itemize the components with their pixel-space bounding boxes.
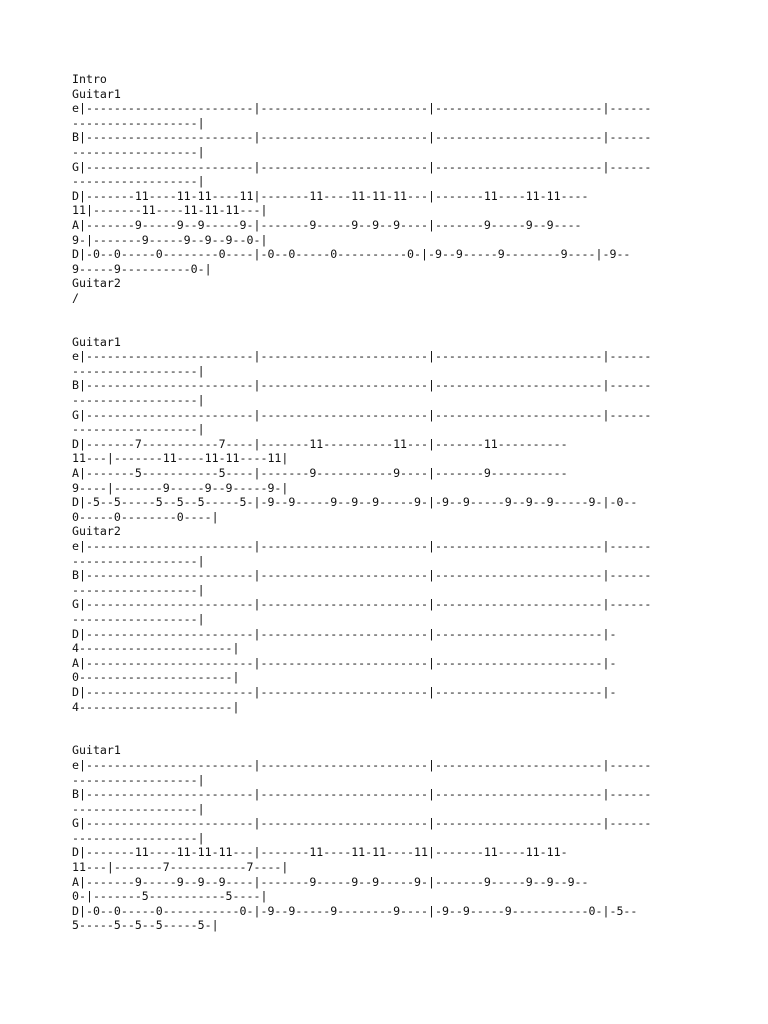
tab-line: 0----------------------|: [72, 670, 240, 685]
blank-line: [72, 306, 712, 321]
tab-line: 0-----0--------0----|: [72, 509, 219, 524]
string-line: D|-5--5-----5--5--5-----5-|-9--9-----9--9--9-----9-|-9--9-----9--9--9-----9-|-0--: [72, 495, 638, 510]
string-line: A|-------9-----9--9--9----|-------9-----9--9-----9-|-------9-----9--9--9--: [72, 874, 589, 889]
string-line: D|-0--0-----0-----------0-|-9--9-----9--------9----|-9--9-----9-----------0-|-5--: [72, 903, 638, 918]
section-heading: Intro: [72, 72, 107, 86]
string-line: D|-0--0-----0--------0----|-0--0-----0----------0-|-9--9-----9--------9----|-9--: [72, 247, 631, 262]
tab-line: ------------------|: [72, 611, 205, 626]
tab-line: ------------------|: [72, 772, 205, 787]
part-label: Guitar2: [72, 524, 121, 539]
tab-line: ------------------|: [72, 363, 205, 378]
tab-line: ------------------|: [72, 115, 205, 130]
tab-line: 11|-------11----11-11-11---|: [72, 203, 268, 218]
string-line: A|-------5-----------5----|-------9-----------9----|-------9-----------: [72, 466, 568, 481]
tab-line: ------------------|: [72, 553, 205, 568]
string-line: D|------------------------|------------------------|------------------------|-: [72, 684, 617, 699]
tab-line: 9-|-------9-----9--9--9--0-|: [72, 232, 268, 247]
string-line: B|------------------------|------------------------|------------------------|------: [72, 378, 652, 393]
blank-line: [72, 320, 712, 335]
tab-line: 0-|-------5-----------5----|: [72, 889, 268, 904]
part-label: Guitar1: [72, 334, 121, 349]
tab-line: ------------------|: [72, 830, 205, 845]
string-line: B|------------------------|------------------------|------------------------|------: [72, 568, 652, 583]
string-line: e|------------------------|------------------------|------------------------|------: [72, 101, 652, 116]
tab-line: 9-----9----------0-|: [72, 261, 212, 276]
blank-line: [72, 729, 712, 744]
string-line: e|------------------------|------------------------|------------------------|------: [72, 349, 652, 364]
string-line: D|-------11----11-11----11|-------11----11-11-11---|-------11----11-11----: [72, 188, 589, 203]
string-line: D|-------11----11-11-11---|-------11----11-11----11|-------11----11-11-: [72, 845, 568, 860]
part-label: Guitar1: [72, 743, 121, 758]
string-line: B|------------------------|------------------------|------------------------|------: [72, 130, 652, 145]
tab-line: ------------------|: [72, 801, 205, 816]
tab-line: ------------------|: [72, 393, 205, 408]
string-line: G|------------------------|------------------------|------------------------|------: [72, 407, 652, 422]
string-line: A|------------------------|------------------------|------------------------|-: [72, 655, 617, 670]
tab-line: 9----|-------9-----9--9-----9-|: [72, 480, 289, 495]
tablature-document: [72, 72, 712, 933]
part-label: Guitar2: [72, 276, 121, 291]
tab-line: 5-----5--5--5-----5-|: [72, 918, 219, 933]
string-line: G|------------------------|------------------------|------------------------|------: [72, 816, 652, 831]
string-line: e|------------------------|------------------------|------------------------|------: [72, 757, 652, 772]
tab-line: ------------------|: [72, 174, 205, 189]
string-line: B|------------------------|------------------------|------------------------|------: [72, 787, 652, 802]
tab-line: 4----------------------|: [72, 641, 240, 656]
tab-line: ------------------|: [72, 582, 205, 597]
blank-line: [72, 714, 712, 729]
tab-line: 11---|-------11----11-11----11|: [72, 451, 289, 466]
tab-line: ------------------|: [72, 422, 205, 437]
string-line: G|------------------------|------------------------|------------------------|------: [72, 597, 652, 612]
tab-line: /: [72, 290, 79, 305]
part-label: Guitar1: [72, 86, 121, 101]
string-line: D|------------------------|------------------------|------------------------|-: [72, 626, 617, 641]
string-line: e|------------------------|------------------------|------------------------|------: [72, 539, 652, 553]
string-line: G|------------------------|------------------------|------------------------|------: [72, 159, 652, 174]
tab-line: 4----------------------|: [72, 699, 240, 714]
tab-line: 11---|-------7-----------7----|: [72, 860, 289, 875]
string-line: D|-------7-----------7----|-------11----------11---|-------11----------: [72, 436, 568, 451]
string-line: A|-------9-----9--9-----9-|-------9-----9--9--9----|-------9-----9--9----: [72, 217, 582, 232]
tab-line: ------------------|: [72, 144, 205, 159]
